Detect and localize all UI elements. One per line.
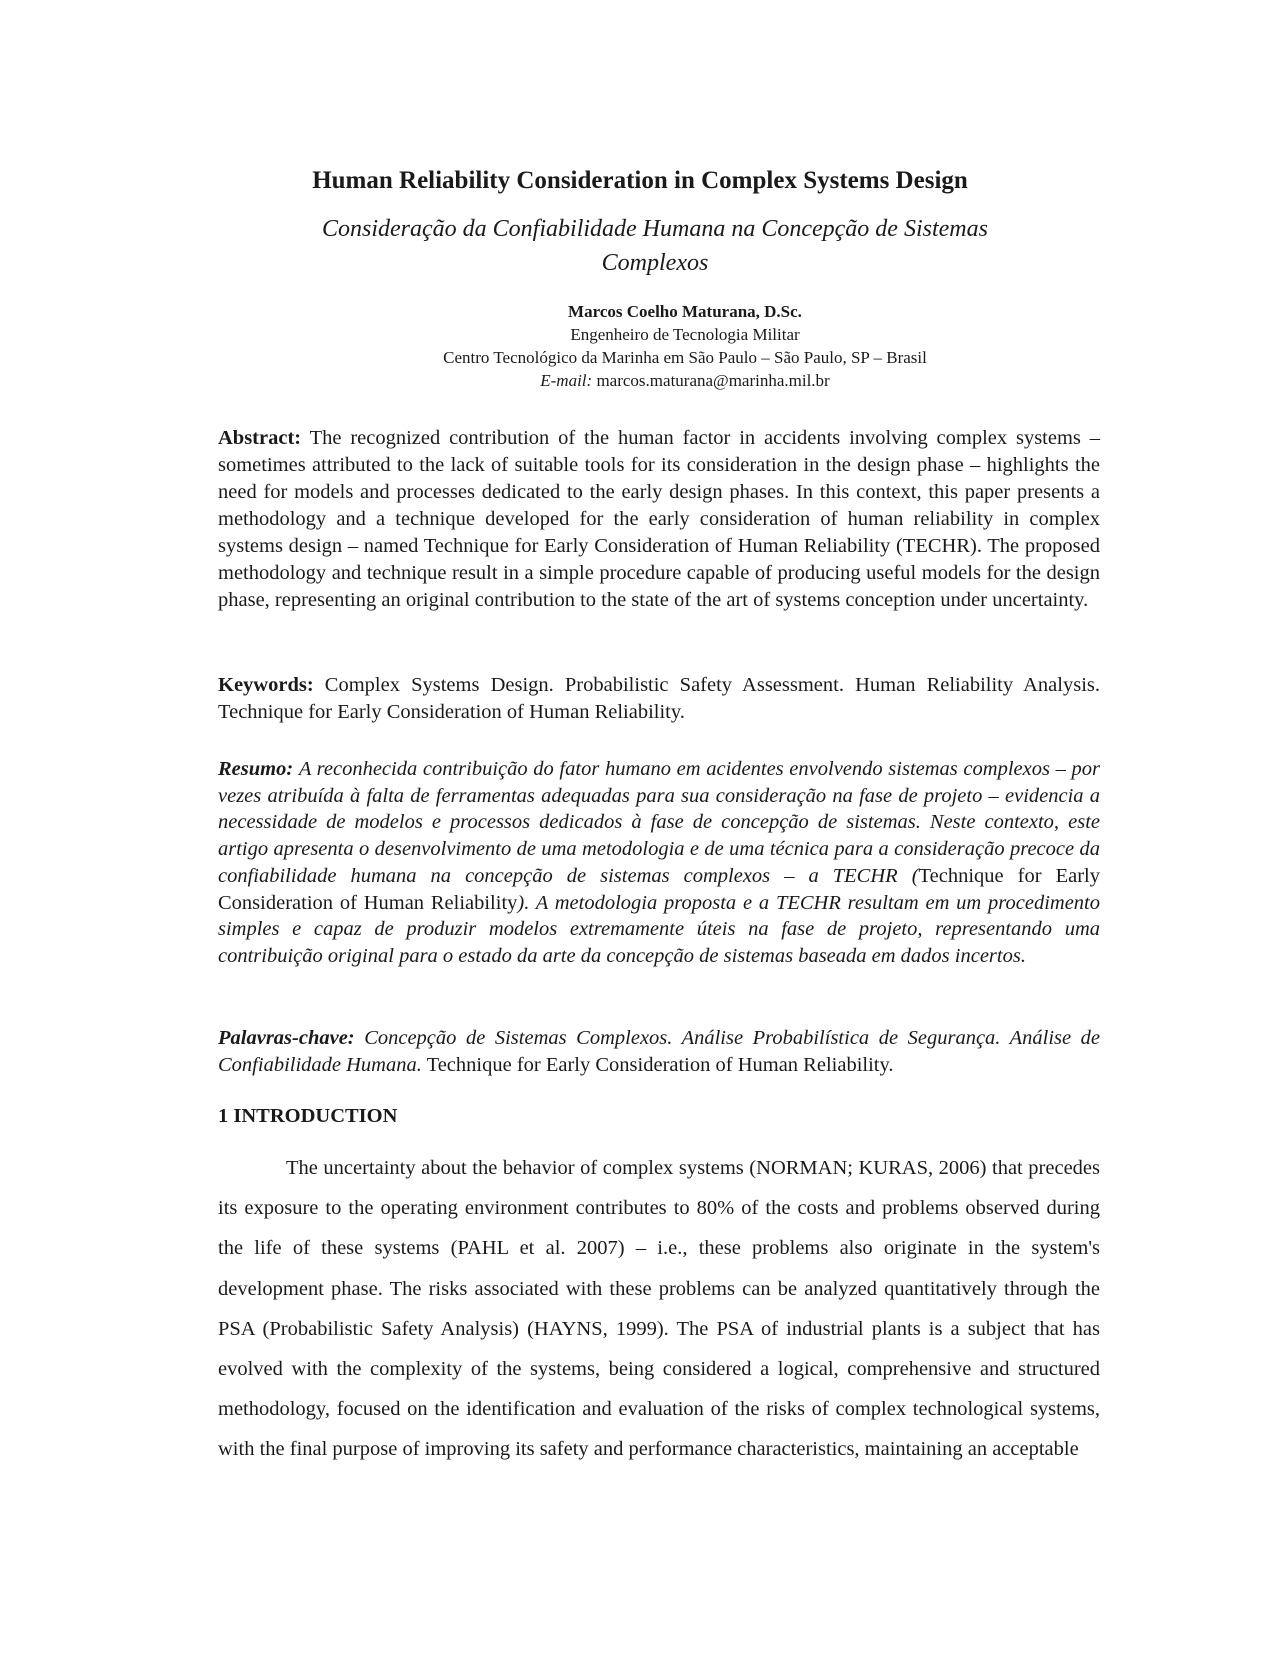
keywords-text: Complex Systems Design. Probabilistic Safety Assessment. Human Reliability Analysis. Technique for Early Consideration of Human Reliability.: [218, 674, 1101, 723]
palavras-chave-paragraph: [218, 1025, 1100, 1079]
keywords-label: Keywords:: [218, 674, 314, 696]
resumo-text-part1: A reconhecida contribuição do fator humano em acidentes envolvendo sistemas complexos – por vezes atribuída à falta de ferramentas adequadas para sua consideração na fase de projeto – evidencia a necessidade de modelos e processos dedicados à fase de concepção de sistemas. Neste contexto, este artigo apresenta o desenvolvimento de uma metodologia e de uma técnica para a consideração precoce da confiabilidade humana na concepção de sistemas complexos – a TECHR (: [218, 758, 1100, 887]
palavras-chave-text-part1: Concepção de Sistemas Complexos. Análise Probabilística de Segurança. Análise de Confiabilidade Humana.: [218, 1027, 1101, 1076]
paper-subtitle: Consideração da Confiabilidade Humana na Concepção de Sistemas Complexos: [322, 216, 988, 276]
abstract-paragraph: [218, 425, 1100, 614]
palavras-chave-label: Palavras-chave:: [218, 1027, 355, 1049]
intro-paragraph: The uncertainty about the behavior of complex systems (NORMAN; KURAS, 2006) that precedes its exposure to the operating environment contributes to 80% of the costs and problems observed during the life of these systems (PAHL et al. 2007) – i.e., these problems also originate in the system's development phase. The risks associated with these problems can be analyzed quantitatively through the PSA (Probabilistic Safety Analysis) (HAYNS, 1999). The PSA of industrial plants is a subject that has evolved with the complexity of the systems, being considered a logical, comprehensive and structured methodology, focused on the identification and evaluation of the risks of complex technological systems, with the final purpose of improving its safety and performance characteristics, maintaining an acceptable: [218, 1157, 1100, 1461]
resumo-label: Resumo:: [218, 758, 294, 780]
section-heading: 1 INTRODUCTION: [218, 1105, 398, 1127]
abstract-text: The recognized contribution of the human factor in accidents involving complex systems – sometimes attributed to the lack of suitable tools for its consideration in the design phase – highlights the need for models and processes dedicated to the early design phases. In this context, this paper presents a methodology and a technique developed for the early consideration of human reliability in complex systems design – named Technique for Early Consideration of Human Reliability (TECHR). The proposed methodology and technique result in a simple procedure capable of producing useful models for the design phase, representing an original contribution to the state of the art of systems conception under uncertainty.: [218, 427, 1100, 611]
palavras-chave-text-part2: Technique for Early Consideration of Human Reliability.: [421, 1054, 894, 1076]
author-name: Marcos Coelho Maturana, D.Sc.: [568, 302, 802, 321]
resumo-text-part3: ). A metodologia proposta e a TECHR resultam em um procedimento simples e capaz de produzir modelos extremamente úteis na fase de projeto, representando uma contribuição original para o estado da arte da concepção de sistemas baseada em dados incertos.: [218, 891, 1101, 967]
author-email: marcos.maturana@marinha.mil.br: [596, 371, 830, 390]
email-label: E-mail:: [540, 371, 593, 390]
keywords-paragraph: [218, 672, 1100, 726]
author-role: Engenheiro de Tecnologia Militar: [570, 325, 800, 344]
paper-title: Human Reliability Consideration in Complex Systems Design: [312, 167, 968, 194]
author-block: [330, 300, 1040, 392]
author-affiliation: Centro Tecnológico da Marinha em São Paulo – São Paulo, SP – Brasil: [443, 348, 927, 367]
author-email-line: [330, 369, 1040, 392]
abstract-label: Abstract:: [218, 427, 302, 449]
resumo-paragraph: [218, 756, 1100, 970]
resumo-text-part2: Technique for Early Consideration of Human Reliability: [218, 864, 1100, 914]
